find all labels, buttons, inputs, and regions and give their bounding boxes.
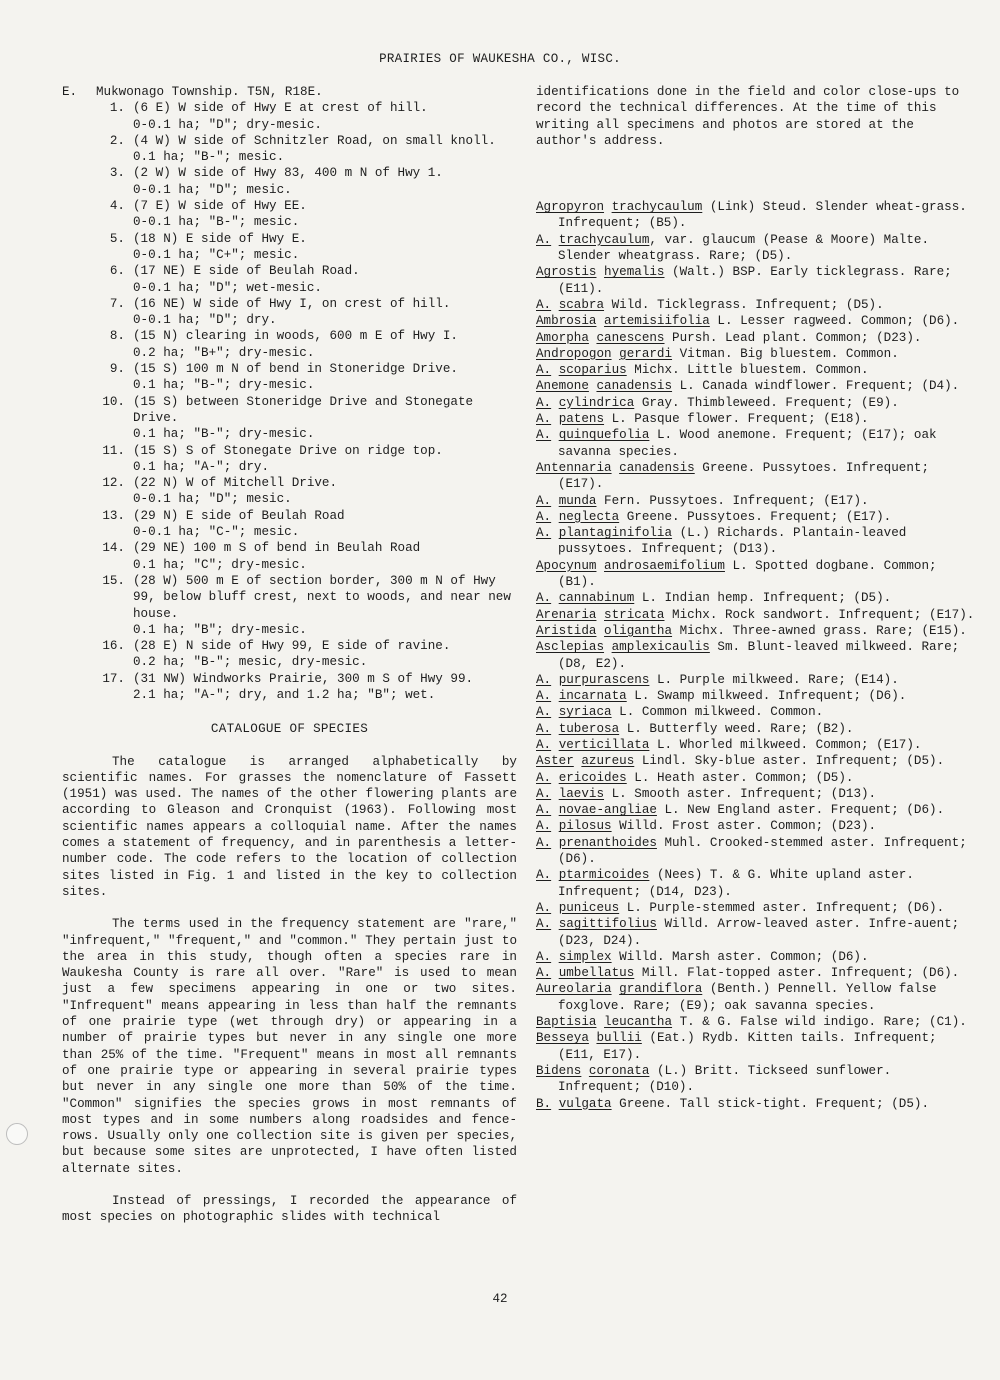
site-number: 1. (109, 101, 125, 116)
species-details: L. Spotted dogbane. Common; (B1). (558, 558, 937, 590)
species-details: L. Whorled milkweed. Common; (E17). (649, 737, 922, 752)
binder-hole (6, 1123, 28, 1145)
species-genus: A. (536, 509, 552, 524)
species-genus: Ambrosia (536, 314, 597, 329)
species-entry (536, 590, 978, 606)
species-details: Greene. Pussytoes. Frequent; (E17). (619, 509, 892, 524)
species-genus: Agropyron (536, 200, 605, 215)
site-number: 15. (102, 573, 125, 588)
species-genus: A. (536, 232, 552, 247)
site-entry (62, 671, 517, 704)
species-entry (536, 297, 978, 313)
species-genus: A. (536, 835, 552, 850)
species-entry (536, 1030, 978, 1063)
species-details: L. Pasque flower. Frequent; (E18). (604, 412, 869, 427)
species-epithet: incarnata (558, 689, 627, 704)
site-number: 11. (102, 443, 125, 458)
site-detail: 0.1 ha; "A-"; dry. (133, 459, 270, 474)
site-detail: 0-0.1 ha; "D"; dry-mesic. (133, 117, 322, 132)
species-genus: Bidens (536, 1063, 582, 1078)
species-genus: A. (536, 689, 552, 704)
site-number: 10. (102, 394, 125, 409)
paragraph-continued: identifications done in the field and color close-ups to record the technical differences. At the time of this writing all specimens and photos are stored at the author's address. (536, 85, 960, 148)
species-entry (536, 460, 978, 493)
species-details: Willd. Marsh aster. Common; (D6). (611, 949, 869, 964)
right-column (536, 84, 978, 1112)
paragraph: The terms used in the frequency statement are "rare," "infrequent," "frequent," and "common." They pertain just to the area in this study, though often a species rare in Waukesha County is rare all over. "Rare" is used to mean just a few specimens appearing in one or two sites. "Infrequent" means appearing in less than half the remnants of one prairie type (wet through dry) or appearing in a number of prairie types but never in any single one more than 25% of the time. "Frequent" means in most all remnants of one prairie type or appearing in several prairie types but never in any single one more than 50% of the time. "Common" signifies the species grows in most remnants of most types and in some numbers along roadsides and fence-rows. Usually only one collection site is given per species, but because some sites are unprotected, I have often listed alternate sites. (62, 917, 517, 1176)
species-epithet: gerardi (619, 346, 673, 361)
species-epithet: prenanthoides (558, 835, 657, 850)
species-epithet: neglecta (558, 509, 620, 524)
site-description: (17 NE) E side of Beulah Road. (133, 264, 360, 279)
species-details: Fern. Pussytoes. Infrequent; (E17). (596, 493, 869, 508)
left-column (62, 84, 517, 1242)
species-entry (536, 493, 978, 509)
species-details: L. Purple-stemmed aster. Infrequent; (D6). (619, 900, 945, 915)
species-entry (536, 949, 978, 965)
species-epithet: canadensis (619, 460, 695, 475)
site-entry (62, 198, 517, 231)
site-entry (62, 231, 517, 264)
species-entry (536, 900, 978, 916)
site-description: (4 W) W side of Schnitzler Road, on small knoll. (133, 133, 496, 148)
species-entry (536, 704, 978, 720)
site-detail: 0.1 ha; "B-"; dry-mesic. (133, 378, 315, 393)
site-entry (62, 638, 517, 671)
site-description: (2 W) W side of Hwy 83, 400 m N of Hwy 1. (133, 166, 443, 181)
paragraph: Instead of pressings, I recorded the appearance of most species on photographic slides with technical (62, 1194, 517, 1225)
species-details: Willd. Frost aster. Common; (D23). (611, 819, 877, 834)
species-epithet: leucantha (604, 1015, 673, 1030)
species-genus: A. (536, 819, 552, 834)
species-epithet: pilosus (558, 819, 612, 834)
species-genus: A. (536, 395, 552, 410)
species-entry (536, 395, 978, 411)
site-entry (62, 508, 517, 541)
species-genus: Amorpha (536, 330, 589, 345)
species-details: L. Canada windflower. Frequent; (D4). (672, 379, 960, 394)
species-epithet: ericoides (558, 770, 627, 785)
species-genus: Besseya (536, 1031, 589, 1046)
site-description: (29 NE) 100 m S of bend in Beulah Road (133, 541, 421, 556)
species-entry (536, 623, 978, 639)
site-number: 12. (102, 476, 125, 491)
species-list (536, 199, 978, 1112)
site-number: 2. (109, 133, 125, 148)
site-detail: 0.1 ha; "B-"; mesic. (133, 150, 285, 165)
township-letter: E. (62, 85, 78, 99)
site-number: 8. (109, 329, 125, 344)
site-description: (22 N) W of Mitchell Drive. (133, 476, 338, 491)
species-genus: A. (536, 737, 552, 752)
species-genus: B. (536, 1096, 552, 1111)
species-genus: Aster (536, 754, 574, 769)
site-description: (29 N) E side of Beulah Road (133, 508, 345, 523)
species-epithet: hyemalis (604, 265, 665, 280)
species-genus: A. (536, 297, 552, 312)
site-description: (15 S) between Stoneridge Drive and Stonegate Drive. (133, 394, 474, 425)
species-entry (536, 558, 978, 591)
species-epithet: canadensis (596, 379, 673, 394)
site-number: 4. (109, 199, 125, 214)
species-epithet: stricata (604, 607, 665, 622)
species-entry (536, 232, 978, 265)
species-epithet: oligantha (604, 623, 673, 638)
site-number: 5. (109, 231, 125, 246)
species-epithet: canescens (596, 330, 665, 345)
site-entry (62, 133, 517, 166)
species-epithet: trachycaulum (558, 232, 650, 247)
species-genus: A. (536, 591, 552, 606)
species-entry (536, 981, 978, 1014)
species-genus: A. (536, 412, 552, 427)
species-epithet: simplex (558, 949, 612, 964)
site-entry (62, 443, 517, 476)
species-genus: Baptisia (536, 1015, 597, 1030)
species-entry (536, 1014, 978, 1030)
species-details: (Link) Steud. Slender wheat-grass. Infrequent; (B5). (558, 200, 967, 231)
site-entry (62, 573, 517, 638)
species-entry (536, 753, 978, 769)
species-entry (536, 688, 978, 704)
site-detail: 0-0.1 ha; "B-"; mesic. (133, 215, 300, 230)
species-details: Greene. Pussytoes. Infrequent; (E17). (558, 460, 930, 492)
species-epithet: purpurascens (558, 672, 650, 687)
species-epithet: munda (558, 493, 597, 508)
site-number: 14. (102, 541, 125, 556)
species-genus: Antennaria (536, 460, 612, 475)
section-title: CATALOGUE OF SPECIES (210, 722, 369, 737)
species-entry (536, 818, 978, 834)
running-header: PRAIRIES OF WAUKESHA CO., WISC. (379, 52, 621, 66)
species-details: Muhl. Crooked-stemmed aster. Infrequent; (D6). (558, 835, 967, 867)
species-entry (536, 607, 978, 623)
species-entry (536, 427, 978, 460)
site-detail: 0-0.1 ha; "C+"; mesic. (133, 247, 300, 262)
species-epithet: novae-angliae (558, 803, 657, 818)
site-description: (28 W) 500 m E of section border, 300 m N of Hwy 99, below bluff crest, next to woods, and near new house. (133, 573, 511, 621)
site-detail: 2.1 ha; "A-"; dry, and 1.2 ha; "B"; wet. (133, 687, 436, 702)
species-epithet: bullii (596, 1031, 642, 1046)
species-details: (Nees) T. & G. White upland aster. Infrequent; (D14, D23). (558, 868, 914, 899)
species-genus: A. (536, 428, 552, 443)
species-genus: A. (536, 917, 552, 932)
species-epithet: azureus (581, 754, 635, 769)
species-genus: A. (536, 900, 552, 915)
species-genus: Andropogon (536, 346, 612, 361)
species-entry (536, 509, 978, 525)
species-epithet: verticillata (558, 737, 650, 752)
species-entry (536, 835, 978, 868)
species-genus: Arenaria (536, 607, 597, 622)
site-detail: 0.1 ha; "B"; dry-mesic. (133, 622, 307, 637)
site-detail: 0-0.1 ha; "C-"; mesic. (133, 525, 300, 540)
species-genus: Apocynum (536, 558, 597, 573)
species-epithet: coronata (588, 1063, 650, 1078)
species-details: L. Swamp milkweed. Infrequent; (D6). (626, 689, 907, 704)
species-epithet: patens (558, 412, 605, 427)
site-number: 16. (102, 639, 125, 654)
species-genus: A. (536, 770, 552, 785)
species-entry (536, 346, 978, 362)
site-entry (62, 540, 517, 573)
species-genus: A. (536, 526, 552, 541)
species-details: Lindl. Sky-blue aster. Infrequent; (D5). (634, 754, 945, 769)
site-number: 6. (109, 264, 125, 279)
paragraph: The catalogue is arranged alphabetically by scientific names. For grasses the nomenclature of Fassett (1951) was used. The names of the other flowering plants are according to Gleason and Cronquist (1963). Following most scientific names appears a colloquial name. After the names comes a statement of frequency, and in parenthesis a letter-number code. The code refers to the location of collection sites listed in Fig. 1 and listed in the key to collection sites. (62, 754, 517, 899)
site-entry (62, 165, 517, 198)
site-entry (62, 394, 517, 443)
site-detail: 0.2 ha; "B+"; dry-mesic. (133, 345, 315, 360)
species-genus: A. (536, 721, 552, 736)
species-entry (536, 1096, 978, 1112)
species-entry (536, 786, 978, 802)
species-genus: Anemone (536, 379, 589, 394)
site-description: (15 S) S of Stonegate Drive on ridge top. (133, 443, 443, 458)
species-epithet: cylindrica (558, 395, 635, 410)
species-entry (536, 330, 978, 346)
site-detail: 0.2 ha; "B-"; mesic, dry-mesic. (133, 655, 368, 670)
species-epithet: amplexicaulis (611, 640, 710, 655)
species-details: Sm. Blunt-leaved milkweed. Rare; (D8, E2). (558, 640, 960, 671)
species-entry (536, 802, 978, 818)
species-entry (536, 378, 978, 394)
species-genus: Aureolaria (536, 982, 612, 997)
species-details: L. Purple milkweed. Rare; (E14). (649, 672, 899, 687)
page-number: 42 (492, 1292, 508, 1306)
species-entry (536, 411, 978, 427)
species-epithet: umbellatus (558, 966, 635, 981)
site-list (62, 100, 517, 703)
species-genus: A. (536, 363, 552, 378)
species-details: Michx. Rock sandwort. Infrequent; (E17). (664, 607, 975, 622)
species-epithet: artemisiifolia (604, 314, 710, 329)
species-details: (L.) Britt. Tickseed sunflower. Infrequent; (D10). (558, 1063, 892, 1095)
species-genus: A. (536, 493, 552, 508)
site-description: (6 E) W side of Hwy E at crest of hill. (133, 101, 428, 116)
species-entry (536, 313, 978, 329)
species-details: Gray. Thimbleweed. Frequent; (E9). (634, 395, 899, 410)
site-detail: 0.1 ha; "B-"; dry-mesic. (133, 427, 315, 442)
species-details: L. New England aster. Frequent; (D6). (656, 803, 945, 818)
site-detail: 0.1 ha; "C"; dry-mesic. (133, 557, 307, 572)
species-details: L. Butterfly weed. Rare; (B2). (619, 721, 854, 736)
species-epithet: tuberosa (558, 721, 620, 736)
site-number: 7. (109, 296, 125, 311)
species-epithet: puniceus (558, 900, 620, 915)
species-details: , var. glaucum (Pease & Moore) Malte. Slender wheatgrass. Rare; (D5). (558, 232, 930, 264)
species-details: Michx. Three-awned grass. Rare; (E15). (672, 623, 967, 638)
site-number: 3. (109, 166, 125, 181)
species-genus: A. (536, 672, 552, 687)
species-details: (L.) Richards. Plantain-leaved pussytoes. Infrequent; (D13). (558, 526, 907, 557)
site-entry (62, 263, 517, 296)
species-genus: Aristida (536, 623, 597, 638)
species-entry (536, 525, 978, 558)
species-entry (536, 264, 978, 297)
species-details: L. Common milkweed. Common. (611, 705, 824, 720)
site-detail: 0-0.1 ha; "D"; mesic. (133, 492, 292, 507)
site-number: 9. (109, 362, 125, 377)
species-entry (536, 199, 978, 232)
species-epithet: cannabinum (558, 591, 635, 606)
species-genus: A. (536, 868, 552, 883)
site-description: (31 NW) Windworks Prairie, 300 m S of Hwy 99. (133, 671, 474, 686)
species-details: Pursh. Lead plant. Common; (D23). (664, 330, 922, 345)
species-entry (536, 965, 978, 981)
site-description: (15 N) clearing in woods, 600 m E of Hwy I. (133, 329, 458, 344)
species-details: L. Indian hemp. Infrequent; (D5). (634, 591, 892, 606)
species-details: L. Heath aster. Common; (D5). (626, 770, 854, 785)
species-epithet: syriaca (558, 705, 612, 720)
species-details: Wild. Ticklegrass. Infrequent; (D5). (604, 297, 884, 312)
species-details: L. Lesser ragweed. Common; (D6). (709, 314, 960, 329)
species-details: Willd. Arrow-leaved aster. Infre-auent; (D23, D24). (558, 917, 960, 948)
site-detail: 0-0.1 ha; "D"; wet-mesic. (133, 280, 322, 295)
site-description: (18 N) E side of Hwy E. (133, 231, 307, 246)
species-epithet: plantaginifolia (558, 526, 673, 541)
site-description: (28 E) N side of Hwy 99, E side of ravine. (133, 639, 451, 654)
site-number: 17. (102, 671, 125, 686)
species-epithet: scabra (558, 297, 605, 312)
species-details: L. Wood anemone. Frequent; (E17); oak savanna species. (558, 428, 937, 459)
township-name: Mukwonago Township. T5N, R18E. (96, 85, 323, 99)
species-genus: A. (536, 803, 552, 818)
species-details: L. Smooth aster. Infrequent; (D13). (604, 786, 877, 801)
species-details: Mill. Flat-topped aster. Infrequent; (D6). (634, 966, 960, 981)
species-epithet: androsaemifolium (604, 558, 725, 573)
species-genus: Agrostis (536, 265, 597, 280)
site-detail: 0-0.1 ha; "D"; dry. (133, 313, 277, 328)
species-genus: A. (536, 966, 552, 981)
species-epithet: vulgata (558, 1096, 612, 1111)
species-details: (Walt.) BSP. Early ticklegrass. Rare; (E11). (558, 265, 952, 296)
species-entry (536, 916, 978, 949)
site-description: (15 S) 100 m N of bend in Stoneridge Drive. (133, 362, 458, 377)
species-epithet: sagittifolius (558, 917, 657, 932)
species-entry (536, 639, 978, 672)
site-entry (62, 361, 517, 394)
site-number: 13. (102, 508, 125, 523)
species-entry (536, 721, 978, 737)
species-genus: A. (536, 705, 552, 720)
species-entry (536, 867, 978, 900)
species-details: Greene. Tall stick-tight. Frequent; (D5). (611, 1096, 930, 1111)
species-epithet: ptarmicoides (558, 868, 650, 883)
site-entry (62, 100, 517, 133)
species-genus: A. (536, 949, 552, 964)
species-epithet: quinquefolia (558, 428, 650, 443)
species-entry (536, 770, 978, 786)
species-epithet: scoparius (558, 363, 627, 378)
species-genus: A. (536, 786, 552, 801)
species-epithet: grandiflora (619, 982, 703, 997)
species-epithet: trachycaulum (611, 200, 703, 215)
site-detail: 0-0.1 ha; "D"; mesic. (133, 182, 292, 197)
species-genus: Asclepias (536, 640, 605, 655)
species-entry (536, 737, 978, 753)
township-heading (62, 84, 517, 100)
species-details: Michx. Little bluestem. Common. (626, 363, 869, 378)
species-details: (Benth.) Pennell. Yellow false foxglove. Rare; (E9); oak savanna species. (558, 982, 937, 1013)
species-entry (536, 672, 978, 688)
site-description: (7 E) W side of Hwy EE. (133, 199, 307, 214)
species-epithet: laevis (558, 786, 605, 801)
site-description: (16 NE) W side of Hwy I, on crest of hill. (133, 296, 451, 311)
species-entry (536, 1063, 978, 1096)
site-entry (62, 296, 517, 329)
species-details: (Eat.) Rydb. Kitten tails. Infrequent; (E11, E17). (558, 1031, 937, 1062)
site-entry (62, 475, 517, 508)
species-entry (536, 362, 978, 378)
species-details: Vitman. Big bluestem. Common. (672, 346, 899, 361)
species-details: T. & G. False wild indigo. Rare; (C1). (672, 1015, 967, 1030)
site-entry (62, 328, 517, 361)
